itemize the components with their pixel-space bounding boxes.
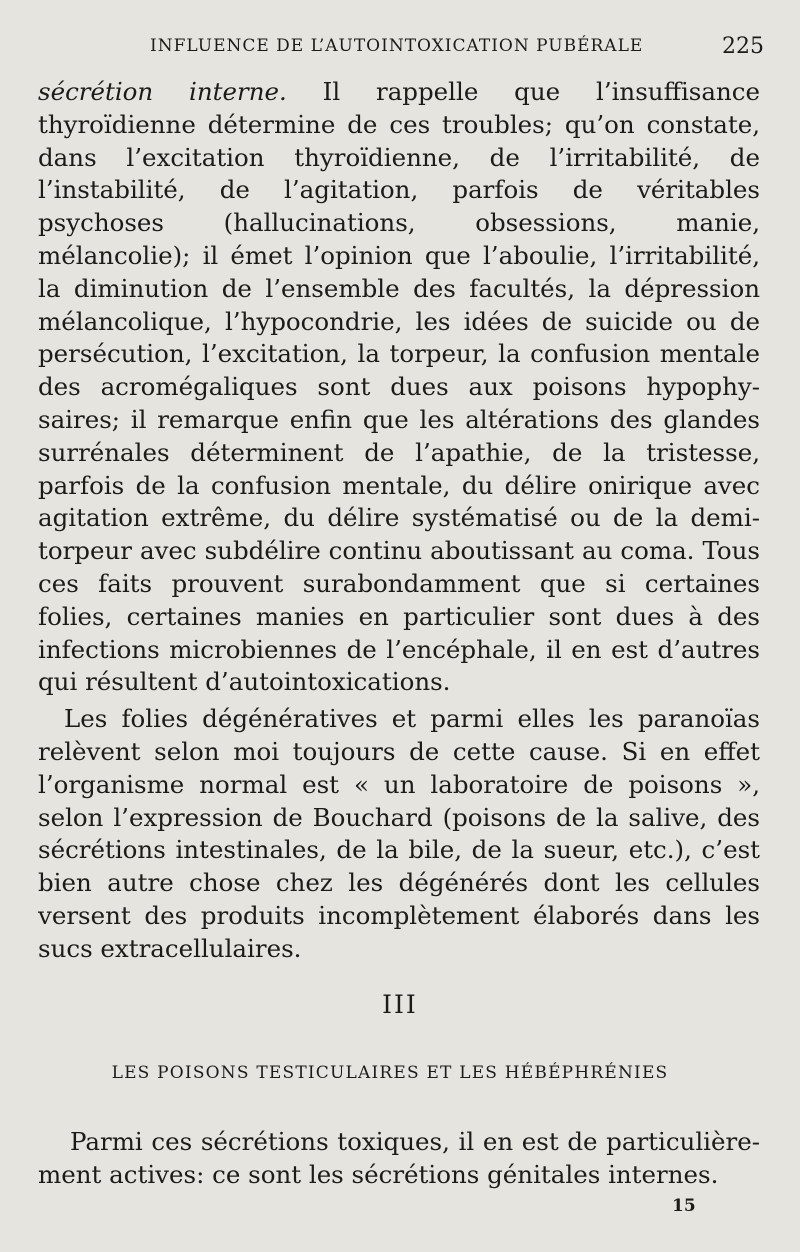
paragraph-3: Parmi ces sécrétions toxiques, il en est de particulièrement actives: ce sont les sécrétions génitales internes. — [38, 1127, 760, 1189]
section-title: LES POISONS TESTICULAIRES ET LES HÉBÉPHRÉNIES — [111, 1063, 669, 1083]
section-number: III — [382, 990, 418, 1019]
body-text — [38, 76, 760, 966]
paragraph-2: Les folies dégénératives et parmi elles les paranoïas relèvent selon moi toujours de cette cause. Si en effet l’organisme normal est « un laboratoire de poisons », selon l’expression de Bouchard (poisons de la salive, des sécrétions intestinales, de la bile, de la sueur, etc.), c’est bien autre chose chez les dégénérés dont les cellules versent des produits incomplètement élaborés dans les sucs extracellulaires. — [38, 704, 760, 963]
signature-mark: 15 — [672, 1196, 696, 1216]
running-header — [40, 36, 770, 62]
paragraph-1 — [38, 76, 760, 699]
paragraph-1-italic: sécrétion interne. — [38, 77, 287, 106]
running-title: INFLUENCE DE L’AUTOINTOXICATION PUBÉRALE — [150, 36, 644, 56]
page-number: 225 — [722, 34, 764, 59]
paragraph-1-text: Il rappelle que l’insuffisance thyroïdienne détermine de ces troubles; qu’on constate, dans l’excitation thyroïdienne, de l’irritabilité, de l’instabilité, de l’agitation, parfois de véritables psychoses (hallucinations, obsessions, manie, mélancolie); il émet l’opinion que l’aboulie, l’irritabilité, la diminution de l’ensemble des facultés, la dépression mélancolique, l’hypocondrie, les idées de suicide ou de persécution, l’excitation, la torpeur, la confusion mentale des acromégaliques sont dues aux poisons hypophysaires; il remarque enfin que les altérations des glandes surrénales déterminent de l’apathie, de la tristesse, parfois de la confusion mentale, du délire onirique avec agitation extrême, du délire systématisé ou de la demi-torpeur avec subdélire continu aboutissant au coma. Tous ces faits prouvent surabondamment que si certaines folies, certaines manies en particulier sont dues à des infections microbiennes de l’encéphale, il en est d’autres qui résultent d’autointoxications. — [38, 77, 760, 697]
